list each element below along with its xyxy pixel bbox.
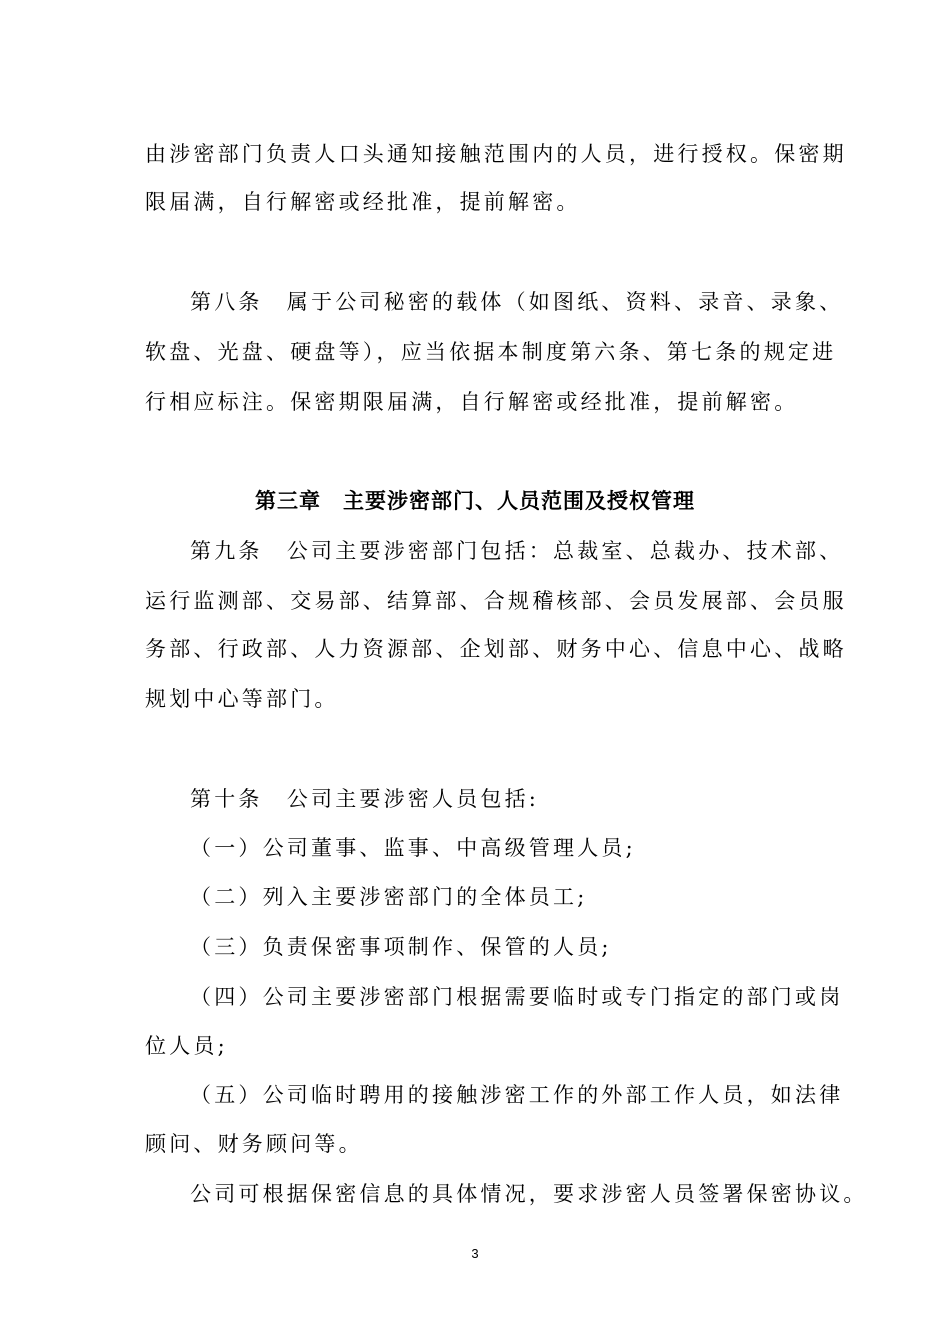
article-10-item-5-line-2: 顾问、财务顾问等。 bbox=[145, 1132, 363, 1156]
paragraph-1-line-1: 由涉密部门负责人口头通知接触范围内的人员，进行授权。保密期 bbox=[145, 142, 847, 166]
article-9-line-4: 规划中心等部门。 bbox=[145, 687, 339, 711]
page-number: 3 bbox=[471, 1246, 479, 1261]
article-8-line-1: 第八条 属于公司秘密的载体（如图纸、资料、录音、录象、 bbox=[190, 290, 844, 314]
article-10-closing: 公司可根据保密信息的具体情况，要求涉密人员签署保密协议。 bbox=[190, 1182, 868, 1206]
article-10-item-3: （三）负责保密事项制作、保管的人员; bbox=[190, 935, 612, 959]
article-10-item-4-line-1: （四）公司主要涉密部门根据需要临时或专门指定的部门或岗 bbox=[190, 985, 844, 1009]
article-8-line-3: 行相应标注。保密期限届满，自行解密或经批准，提前解密。 bbox=[145, 390, 799, 414]
article-8-line-2: 软盘、光盘、硬盘等），应当依据本制度第六条、第七条的规定进 bbox=[145, 340, 837, 364]
article-10-item-2: （二）列入主要涉密部门的全体员工; bbox=[190, 885, 588, 909]
paragraph-1-line-2: 限届满，自行解密或经批准，提前解密。 bbox=[145, 190, 581, 214]
chapter-heading: 第三章 主要涉密部门、人员范围及授权管理 bbox=[255, 488, 695, 513]
article-10-item-4-line-2: 位人员; bbox=[145, 1034, 228, 1058]
article-9-line-3: 务部、行政部、人力资源部、企划部、财务中心、信息中心、战略 bbox=[145, 637, 847, 661]
article-10-line-1: 第十条 公司主要涉密人员包括: bbox=[190, 787, 540, 811]
article-9-line-2: 运行监测部、交易部、结算部、合规稽核部、会员发展部、会员服 bbox=[145, 589, 847, 613]
article-10-item-5-line-1: （五）公司临时聘用的接触涉密工作的外部工作人员，如法律 bbox=[190, 1083, 844, 1107]
article-10-item-1: （一）公司董事、监事、中高级管理人员; bbox=[190, 836, 636, 860]
article-9-line-1: 第九条 公司主要涉密部门包括：总裁室、总裁办、技术部、 bbox=[190, 539, 844, 563]
